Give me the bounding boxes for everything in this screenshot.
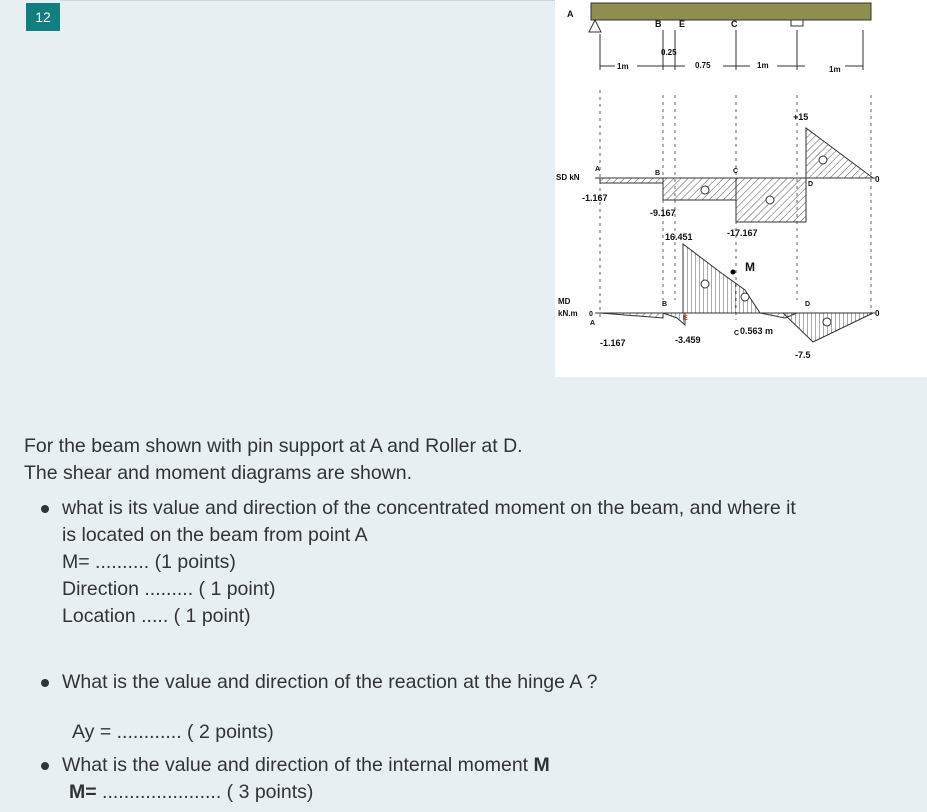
sd-region-bc (663, 178, 736, 200)
md-sign-plus-2 (741, 293, 749, 301)
md-point-b: B (662, 301, 668, 308)
ay-blank-row (24, 719, 904, 746)
md-value-c-dist: 0.563 m (740, 326, 774, 336)
dim-be: 0.25 (661, 48, 677, 57)
question-item-2 (24, 669, 904, 696)
sd-sign-minus-bc (701, 186, 709, 194)
sd-sign-plus (819, 156, 827, 164)
ay-blank: Ay = ............ ( 2 points) (72, 721, 274, 743)
sd-region-ab (600, 178, 663, 183)
m2-label: M= (69, 781, 97, 803)
md-sign-plus-1 (701, 280, 709, 288)
intro-line-1: For the beam shown with pin support at A and Roller at D. (24, 435, 523, 457)
beam (591, 3, 871, 20)
label-a: A (567, 9, 574, 19)
md-region-ab (600, 313, 663, 318)
label-c: C (731, 19, 738, 29)
md-sign-minus (823, 318, 831, 326)
sd-value-a: -1.167 (582, 193, 608, 203)
item1-line2-row (24, 522, 904, 549)
question-item-3 (24, 752, 904, 779)
md-value-b: -1.167 (600, 338, 626, 348)
dim-ab: 1m (617, 62, 629, 71)
md-point-m-dot (731, 270, 736, 275)
direction-blank-row (24, 576, 904, 603)
location-blank: Location ..... ( 1 point) (62, 605, 251, 627)
beam-diagram-svg (555, 0, 927, 377)
item1-line1: what is its value and direction of the concentrated moment on the beam, and where it (62, 497, 796, 519)
md-point-c: C (734, 330, 740, 337)
question-item-1 (24, 495, 904, 522)
md-region-e-peak (683, 244, 760, 313)
location-blank-row (24, 603, 904, 630)
m2-rest: ...................... ( 3 points) (96, 781, 314, 803)
direction-blank: Direction ......... ( 1 point) (62, 578, 276, 600)
m-blank-row (24, 549, 904, 576)
sd-value-be: -9.167 (650, 208, 676, 218)
md-region-d-end (783, 313, 873, 342)
sd-value-cd: -17.167 (727, 228, 758, 238)
md-point-e: E (683, 315, 688, 322)
md-axis-label-2: kN.m (558, 309, 578, 318)
sd-point-c: C (733, 168, 739, 175)
sd-value-max: +15 (793, 112, 809, 122)
item3-bold-m: M (533, 754, 550, 776)
dim-ec: 0.75 (695, 61, 711, 70)
m2-blank-row (24, 779, 904, 806)
label-e: E (679, 19, 686, 29)
md-value-d: -7.5 (795, 350, 811, 360)
sd-value-end: 0 (875, 175, 880, 184)
question-list (24, 495, 904, 806)
item3-text: What is the value and direction of the internal moment (62, 754, 529, 776)
beam-diagram-figure (555, 0, 927, 377)
sd-point-d: D (808, 181, 814, 188)
item2-text: What is the value and direction of the reaction at the hinge A ? (62, 671, 598, 693)
md-point-d: D (805, 301, 811, 308)
question-number-badge: 12 (26, 3, 60, 31)
dim-cd: 1m (757, 61, 769, 70)
sd-region-d-end (806, 128, 873, 178)
md-axis-label-1: MD (558, 297, 571, 306)
m-blank: M= .......... (1 points) (62, 551, 236, 573)
md-region-be (663, 313, 685, 325)
dim-d-end: 1m (829, 65, 841, 74)
sd-axis-label: SD kN (556, 173, 580, 182)
md-zero-start: 0 (589, 311, 593, 318)
md-value-e: -3.459 (675, 335, 701, 345)
md-point-m: M (745, 260, 755, 274)
sd-sign-minus-cd (766, 196, 774, 204)
sd-point-a: A (595, 166, 601, 173)
md-point-a: A (590, 320, 596, 327)
question-text (24, 433, 904, 806)
sd-point-b: B (655, 170, 661, 177)
intro-line-2: The shear and moment diagrams are shown. (24, 462, 413, 484)
item1-line2: is located on the beam from point A (62, 524, 368, 546)
dimension-lines (600, 30, 863, 70)
roller-support-d (791, 20, 803, 26)
md-value-peak: 16.451 (665, 232, 693, 242)
label-b: B (655, 19, 662, 29)
md-value-end: 0 (875, 309, 880, 318)
pin-support-a (589, 20, 601, 32)
